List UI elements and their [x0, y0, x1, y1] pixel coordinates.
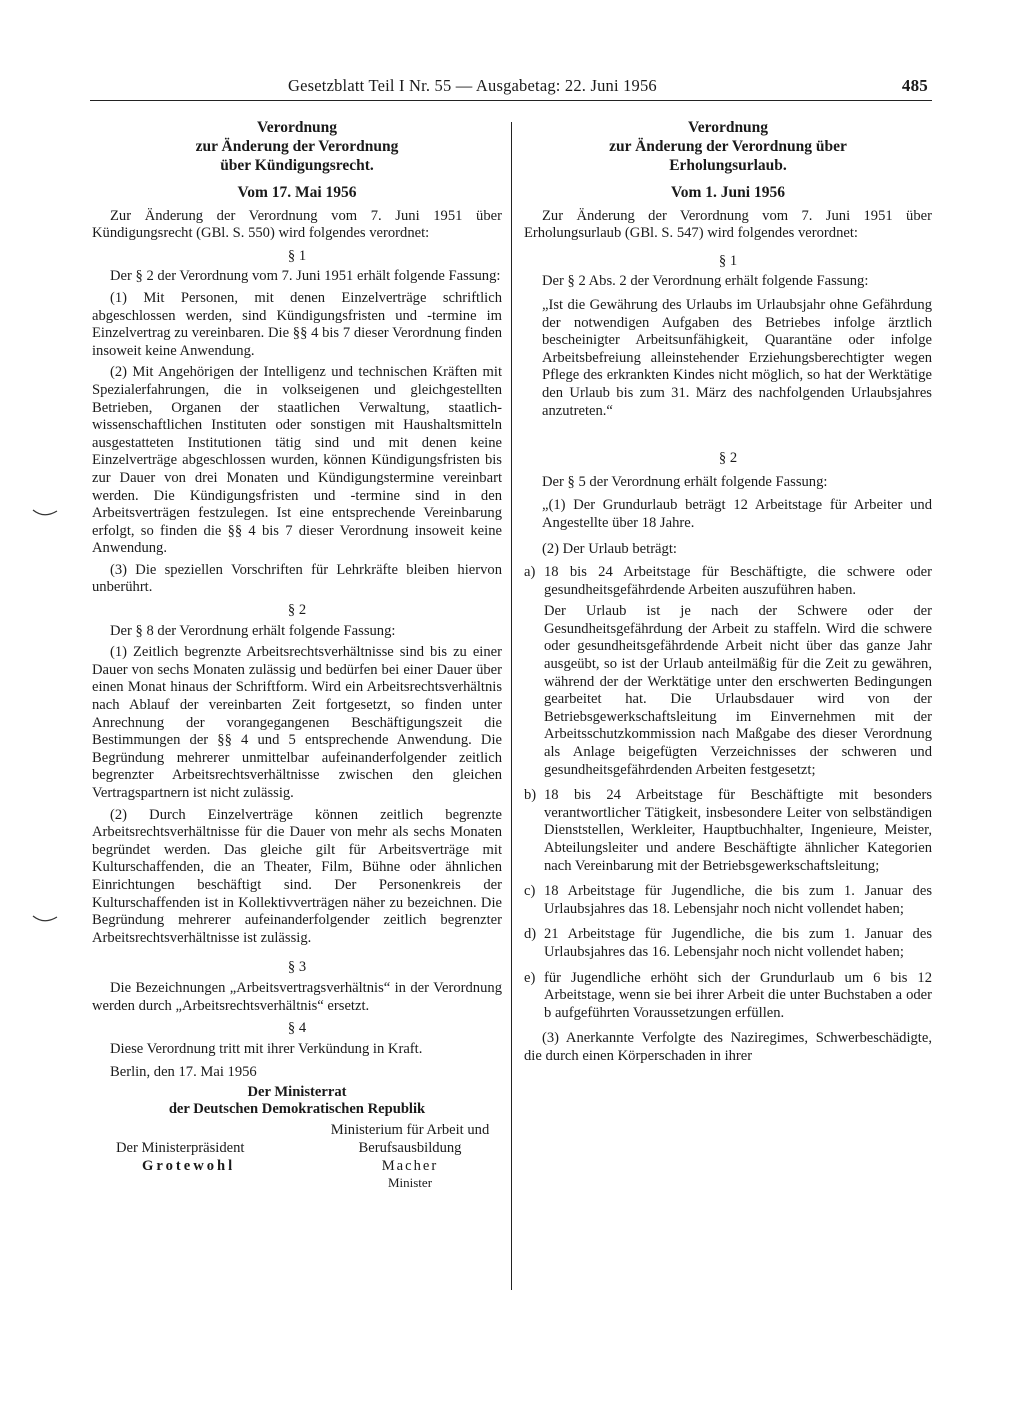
list-marker: e): [524, 969, 536, 986]
list-text: 21 Arbeitstage für Jugendliche, die bis zum 1. Januar des Urlaubsjahres das 16. Lebensjahr noch nicht vollendet haben;: [544, 926, 932, 960]
paragraph: (1) Zeitlich begrenzte Arbeitsrechtsverhältnisse sind bis zu einer Dauer von sechs Monaten zulässig und bedürfen bei einer Dauer über einen Monat hinaus der Schriftform. Wird ein Arbeitsrechtsverhältnis nach Ablauf der vereinbarten Zeit fortgesetzt, so finden unter Anrechnung der vorangegangenen Beschäftigungszeit die Bestimmungen der §§ 4 und 5 entsprechende Anwendung. Die Begründung mehrerer unmittelbar aufeinanderfolgender zeitlich begrenzter Arbeitsrechtsverhältnisse zwischen den gleichen Vertragspartnern ist nicht zulässig.: [92, 644, 502, 801]
title-line: Verordnung: [256, 119, 338, 136]
page-number: 485: [901, 76, 928, 95]
section-text: Der § 2 Abs. 2 der Verordnung erhält folgende Fassung:: [542, 273, 869, 290]
header-rule: [90, 100, 932, 101]
list-text: 18 bis 24 Arbeitstage für Beschäftigte mit besonders verantwortlicher Tätigkeit, insbesondere Leiter von selbständigen Dienststellen, Werkleiter, Hauptbuchhalter, Ingenieure, Meister, Abteilungsleiter und andere Beschäftigte ähnlicher Kategorien nach Vereinbarung mit der Betriebsgewerkschaftsleitung;: [544, 787, 932, 874]
section-heading: § 4: [287, 1020, 307, 1037]
section-heading: § 1: [718, 252, 738, 269]
running-head: Gesetzblatt Teil I Nr. 55 — Ausgabetag: 22. Juni 1956: [288, 76, 657, 95]
list-item: [524, 883, 932, 918]
section-text: Diese Verordnung tritt mit ihrer Verkündung in Kraft.: [110, 1040, 423, 1057]
title-line: zur Änderung der Verordnung über: [609, 138, 847, 155]
place-date: Berlin, den 17. Mai 1956: [110, 1064, 257, 1081]
right-column: [524, 118, 932, 1066]
list-item: [524, 970, 932, 1023]
signatories: [92, 1122, 502, 1194]
right-ordinance-date: Vom 1. Juni 1956: [671, 184, 785, 201]
paragraph: (3) Die speziellen Vorschriften für Lehrkräfte bleiben hiervon unberührt.: [92, 561, 502, 596]
list-text: 18 bis 24 Arbeitstage für Beschäftigte, die schwere oder gesundheitsgefährdende Arbeiten auszuführen haben.: [544, 564, 932, 598]
signature-block: [92, 1064, 502, 1194]
list-marker: c): [524, 883, 536, 900]
section-heading: § 1: [287, 247, 307, 264]
signatory-name-left: Grotewohl: [142, 1157, 236, 1174]
list-marker: b): [524, 787, 537, 804]
left-ordinance-title: [92, 118, 502, 175]
list-text: 18 Arbeitstage für Jugendliche, die bis zum 1. Januar des Urlaubsjahres das 18. Lebensjahr noch nicht vollendet haben;: [544, 883, 932, 917]
vacation-list: [524, 564, 932, 1022]
list-text: für Jugendliche erhöht sich der Grundurlaub um 6 bis 12 Arbeitstage, wenn sie bei ihrer Arbeit die unter Buchstaben a oder b aufgeführten Voraussetzungen erfüllen.: [544, 969, 932, 1021]
section-text: Der § 5 der Verordnung erhält folgende Fassung:: [542, 473, 828, 490]
issuing-body-line: der Deutschen Demokratischen Republik: [168, 1100, 426, 1117]
quoted-paragraph: „Ist die Gewährung des Urlaubs im Urlaubsjahr ohne Gefährdung der notwendigen Aufgaben des Betriebes infolge ärztlich bescheinigter Arbeitsunfähigkeit, Quarantäne oder infolge Arbeitsbefreiung alleinstehender Erziehungsberechtigter wegen Pflege des erkrankten Kindes nicht möglich, so hat der Werktätige den Urlaub bis zum 31. März des nachfolgenden Urlaubsjahres anzutreten.“: [542, 296, 932, 419]
list-marker: d): [524, 926, 537, 943]
paragraph: (2) Der Urlaub beträgt:: [542, 540, 677, 557]
margin-mark-icon: [32, 508, 58, 518]
paragraph: (1) Mit Personen, mit denen Einzelverträge schriftlich abgeschlossen werden, sind Kündigungsfristen und -termine im Einzelvertrag zu vereinbaren. Die §§ 4 bis 7 dieser Verordnung finden insoweit keine Anwendung.: [92, 289, 502, 359]
issuing-body-line: Der Ministerrat: [247, 1083, 347, 1100]
signatory-role-left: Der Ministerpräsident: [116, 1139, 245, 1156]
paragraph: (2) Durch Einzelverträge können zeitlich begrenzte Arbeitsrechtsverhältnisse für die Dauer von mehr als sechs Monaten begründet werden. Das gleiche gilt für Arbeitsverträge mit Kulturschaffenden, die an Theater, Film, Bühne oder ähnlichen Einrichtungen beschäftigt sind. Der Personenkreis der Kulturschaffenden ist in Kollektivverträgen näher zu bezeichnen. Die Begründung mehrerer aufeinanderfolgender zeitlich begrenzter Arbeitsrechtsverhältnisse ist zulässig.: [92, 806, 502, 946]
list-marker: a): [524, 564, 536, 581]
margin-mark-icon: [32, 914, 58, 924]
title-line: zur Änderung der Verordnung: [195, 138, 399, 155]
right-intro: Zur Änderung der Verordnung vom 7. Juni 1951 über Erholungsurlaub (GBl. S. 547) wird folgendes verordnet:: [524, 207, 932, 242]
list-item-paragraph: Der Urlaub ist je nach der Schwere oder der Gesundheitsgefährdung der Arbeit zu staffeln. Wird die schwere oder gesundheitsgefährdende Arbeit nicht über das ganze Jahr ausgeübt, so ist der Urlaub anteilmäßig für die Zeit zu gewähren, während der der Werktätige unter den erschwerten Bedingungen gearbeitet hat. Die Urlaubsdauer wird von der Betriebsgewerkschaftsleitung im Einvernehmen mit der Arbeitsschutzkommission nach Maßgabe des dieser Verordnung als Anlage beigefügten Verzeichnisses der schweren und gesundheitsgefährdenden Arbeiten festgesetzt;: [544, 603, 932, 778]
signatory-title-right: Minister: [387, 1174, 433, 1190]
section-text: Die Bezeichnungen „Arbeitsvertragsverhältnis“ in der Verordnung werden durch „Arbeitsrechtsverhältnis“ ersetzt.: [92, 979, 502, 1014]
title-line: Verordnung: [687, 119, 769, 136]
section-heading: § 3: [287, 959, 307, 976]
section-heading: § 2: [718, 450, 738, 467]
paragraph: (2) Mit Angehörigen der Intelligenz und technischen Kräften mit Spezialerfahrungen, die in volkseigenen und gleichgestellten Betrieben, Organen der staatlichen Verwaltung, staatlich-wissenschaftlichen Instituten oder sonstigen mit Haushaltsmitteln ausgestatteten Institutionen tätig sind und mit denen keine Einzelverträge abgeschlossen wurden, können Kündigungsfristen bis zur Dauer von drei Monaten und Kündigungstermine vereinbart werden. Die Kündigungsfristen und -termine sind in den Arbeitsverträgen festzulegen. Ist eine entsprechende Vereinbarung erfolgt, so finden die §§ 4 bis 7 dieser Verordnung insoweit keine Anwendung.: [92, 364, 502, 557]
title-line: Erholungsurlaub.: [669, 157, 787, 174]
section-text: Der § 8 der Verordnung erhält folgende Fassung:: [110, 622, 396, 639]
paragraph: „(1) Der Grundurlaub beträgt 12 Arbeitstage für Arbeiter und Angestellte über 18 Jahre.: [542, 497, 932, 531]
signatory-name-right: Macher: [381, 1157, 439, 1174]
column-divider: [511, 122, 512, 1290]
section-text: Der § 2 der Verordnung vom 7. Juni 1951 erhält folgende Fassung:: [110, 268, 501, 285]
list-item: [524, 926, 932, 961]
page-header: [90, 74, 930, 98]
list-item: [524, 564, 932, 599]
left-intro: Zur Änderung der Verordnung vom 7. Juni 1951 über Kündigungsrecht (GBl. S. 550) wird folgendes verordnet:: [92, 207, 502, 242]
title-line: über Kündigungsrecht.: [220, 157, 374, 174]
issuing-body: [92, 1084, 502, 1118]
right-ordinance-title: [524, 118, 932, 175]
paragraph: (3) Anerkannte Verfolgte des Naziregimes, Schwerbeschädigte, die durch einen Körperschaden in ihrer: [524, 1030, 932, 1064]
signatory-role-right: Ministerium für Arbeit und Berufsausbildung: [330, 1121, 490, 1156]
list-item: [524, 787, 932, 875]
section-heading: § 2: [287, 602, 307, 619]
left-column: [92, 118, 502, 1194]
left-ordinance-date: Vom 17. Mai 1956: [237, 184, 357, 201]
